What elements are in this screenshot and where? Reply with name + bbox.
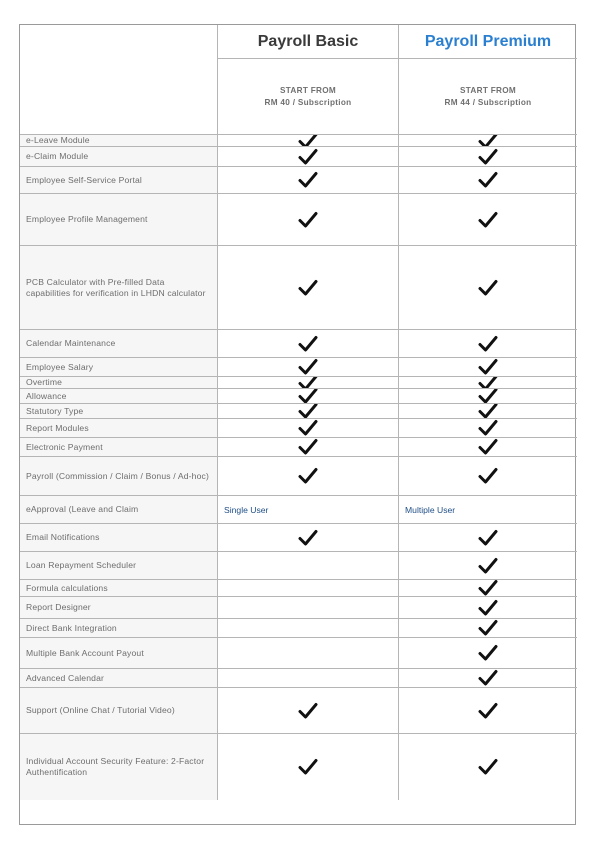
feature-label: eApproval (Leave and Claim bbox=[20, 496, 218, 524]
premium-cell bbox=[399, 147, 577, 167]
premium-cell bbox=[399, 358, 577, 377]
basic-cell bbox=[218, 246, 399, 330]
checkmark-icon bbox=[297, 171, 319, 189]
feature-label: Employee Profile Management bbox=[20, 194, 218, 246]
feature-label: Employee Self-Service Portal bbox=[20, 167, 218, 194]
feature-label: Direct Bank Integration bbox=[20, 619, 218, 638]
checkmark-icon bbox=[297, 467, 319, 485]
premium-cell bbox=[399, 638, 577, 669]
checkmark-icon bbox=[477, 211, 499, 229]
basic-empty-cell bbox=[218, 669, 399, 688]
feature-label: Report Designer bbox=[20, 597, 218, 619]
basic-cell bbox=[218, 389, 399, 404]
premium-value: Multiple User bbox=[399, 496, 577, 524]
feature-label: Employee Salary bbox=[20, 358, 218, 377]
feature-label: Loan Repayment Scheduler bbox=[20, 552, 218, 580]
feature-label: Formula calculations bbox=[20, 580, 218, 597]
feature-label: Allowance bbox=[20, 389, 218, 404]
checkmark-icon bbox=[477, 580, 499, 597]
checkmark-icon bbox=[477, 467, 499, 485]
checkmark-icon bbox=[477, 438, 499, 456]
feature-label: PCB Calculator with Pre-filled Data capabilities for verification in LHDN calculator bbox=[20, 246, 218, 330]
checkmark-icon bbox=[477, 377, 499, 389]
checkmark-icon bbox=[297, 419, 319, 437]
premium-cell bbox=[399, 404, 577, 419]
basic-cell bbox=[218, 419, 399, 438]
basic-empty-cell bbox=[218, 597, 399, 619]
checkmark-icon bbox=[297, 135, 319, 147]
checkmark-icon bbox=[477, 358, 499, 376]
feature-label: Calendar Maintenance bbox=[20, 330, 218, 358]
feature-label: Email Notifications bbox=[20, 524, 218, 552]
plan-premium-price-prefix: START FROM bbox=[459, 85, 517, 95]
premium-cell bbox=[399, 734, 577, 800]
premium-cell bbox=[399, 377, 577, 389]
feature-label: Report Modules bbox=[20, 419, 218, 438]
basic-cell bbox=[218, 457, 399, 496]
plan-basic-title: Payroll Basic bbox=[218, 25, 399, 59]
premium-cell bbox=[399, 330, 577, 358]
basic-cell bbox=[218, 194, 399, 246]
premium-cell bbox=[399, 580, 577, 597]
feature-label: Payroll (Commission / Claim / Bonus / Ad-hoc) bbox=[20, 457, 218, 496]
basic-cell bbox=[218, 167, 399, 194]
checkmark-icon bbox=[477, 557, 499, 575]
premium-cell bbox=[399, 246, 577, 330]
premium-cell bbox=[399, 552, 577, 580]
feature-label: Individual Account Security Feature: 2-Factor Authentification bbox=[20, 734, 218, 800]
premium-cell bbox=[399, 669, 577, 688]
basic-cell bbox=[218, 135, 399, 147]
premium-cell bbox=[399, 194, 577, 246]
feature-label: Electronic Payment bbox=[20, 438, 218, 457]
basic-empty-cell bbox=[218, 580, 399, 597]
premium-cell bbox=[399, 167, 577, 194]
feature-label: Support (Online Chat / Tutorial Video) bbox=[20, 688, 218, 734]
checkmark-icon bbox=[297, 279, 319, 297]
checkmark-icon bbox=[297, 702, 319, 720]
premium-cell bbox=[399, 389, 577, 404]
basic-cell bbox=[218, 734, 399, 800]
plan-basic-price bbox=[218, 59, 399, 135]
checkmark-icon bbox=[297, 529, 319, 547]
checkmark-icon bbox=[477, 279, 499, 297]
checkmark-icon bbox=[477, 419, 499, 437]
checkmark-icon bbox=[297, 389, 319, 404]
plan-basic-price-amount: RM 40 / Subscription bbox=[264, 97, 352, 107]
checkmark-icon bbox=[297, 438, 319, 456]
basic-cell bbox=[218, 438, 399, 457]
checkmark-icon bbox=[477, 135, 499, 147]
basic-empty-cell bbox=[218, 552, 399, 580]
plan-premium-price-amount: RM 44 / Subscription bbox=[444, 97, 532, 107]
basic-value: Single User bbox=[218, 496, 399, 524]
checkmark-icon bbox=[477, 389, 499, 404]
feature-label: Statutory Type bbox=[20, 404, 218, 419]
checkmark-icon bbox=[297, 211, 319, 229]
checkmark-icon bbox=[477, 529, 499, 547]
checkmark-icon bbox=[477, 404, 499, 419]
checkmark-icon bbox=[297, 404, 319, 419]
feature-label: e-Claim Module bbox=[20, 147, 218, 167]
premium-cell bbox=[399, 688, 577, 734]
premium-cell bbox=[399, 619, 577, 638]
checkmark-icon bbox=[477, 702, 499, 720]
basic-cell bbox=[218, 524, 399, 552]
checkmark-icon bbox=[477, 171, 499, 189]
checkmark-icon bbox=[297, 377, 319, 389]
checkmark-icon bbox=[477, 335, 499, 353]
comparison-table bbox=[19, 24, 576, 825]
feature-label: Multiple Bank Account Payout bbox=[20, 638, 218, 669]
feature-label: Advanced Calendar bbox=[20, 669, 218, 688]
basic-cell bbox=[218, 147, 399, 167]
checkmark-icon bbox=[477, 758, 499, 776]
premium-cell bbox=[399, 457, 577, 496]
premium-cell bbox=[399, 419, 577, 438]
checkmark-icon bbox=[477, 148, 499, 166]
corner-cell bbox=[20, 25, 218, 135]
plan-basic-price-prefix: START FROM bbox=[279, 85, 337, 95]
checkmark-icon bbox=[477, 599, 499, 617]
checkmark-icon bbox=[297, 358, 319, 376]
basic-empty-cell bbox=[218, 619, 399, 638]
premium-cell bbox=[399, 597, 577, 619]
basic-cell bbox=[218, 377, 399, 389]
feature-label: e-Leave Module bbox=[20, 135, 218, 147]
premium-cell bbox=[399, 135, 577, 147]
basic-cell bbox=[218, 688, 399, 734]
checkmark-icon bbox=[477, 619, 499, 637]
checkmark-icon bbox=[477, 644, 499, 662]
basic-cell bbox=[218, 404, 399, 419]
checkmark-icon bbox=[477, 669, 499, 687]
basic-cell bbox=[218, 358, 399, 377]
checkmark-icon bbox=[297, 758, 319, 776]
feature-label: Overtime bbox=[20, 377, 218, 389]
premium-cell bbox=[399, 438, 577, 457]
basic-cell bbox=[218, 330, 399, 358]
plan-premium-title: Payroll Premium bbox=[399, 25, 577, 59]
checkmark-icon bbox=[297, 148, 319, 166]
plan-premium-price bbox=[399, 59, 577, 135]
premium-cell bbox=[399, 524, 577, 552]
basic-empty-cell bbox=[218, 638, 399, 669]
checkmark-icon bbox=[297, 335, 319, 353]
